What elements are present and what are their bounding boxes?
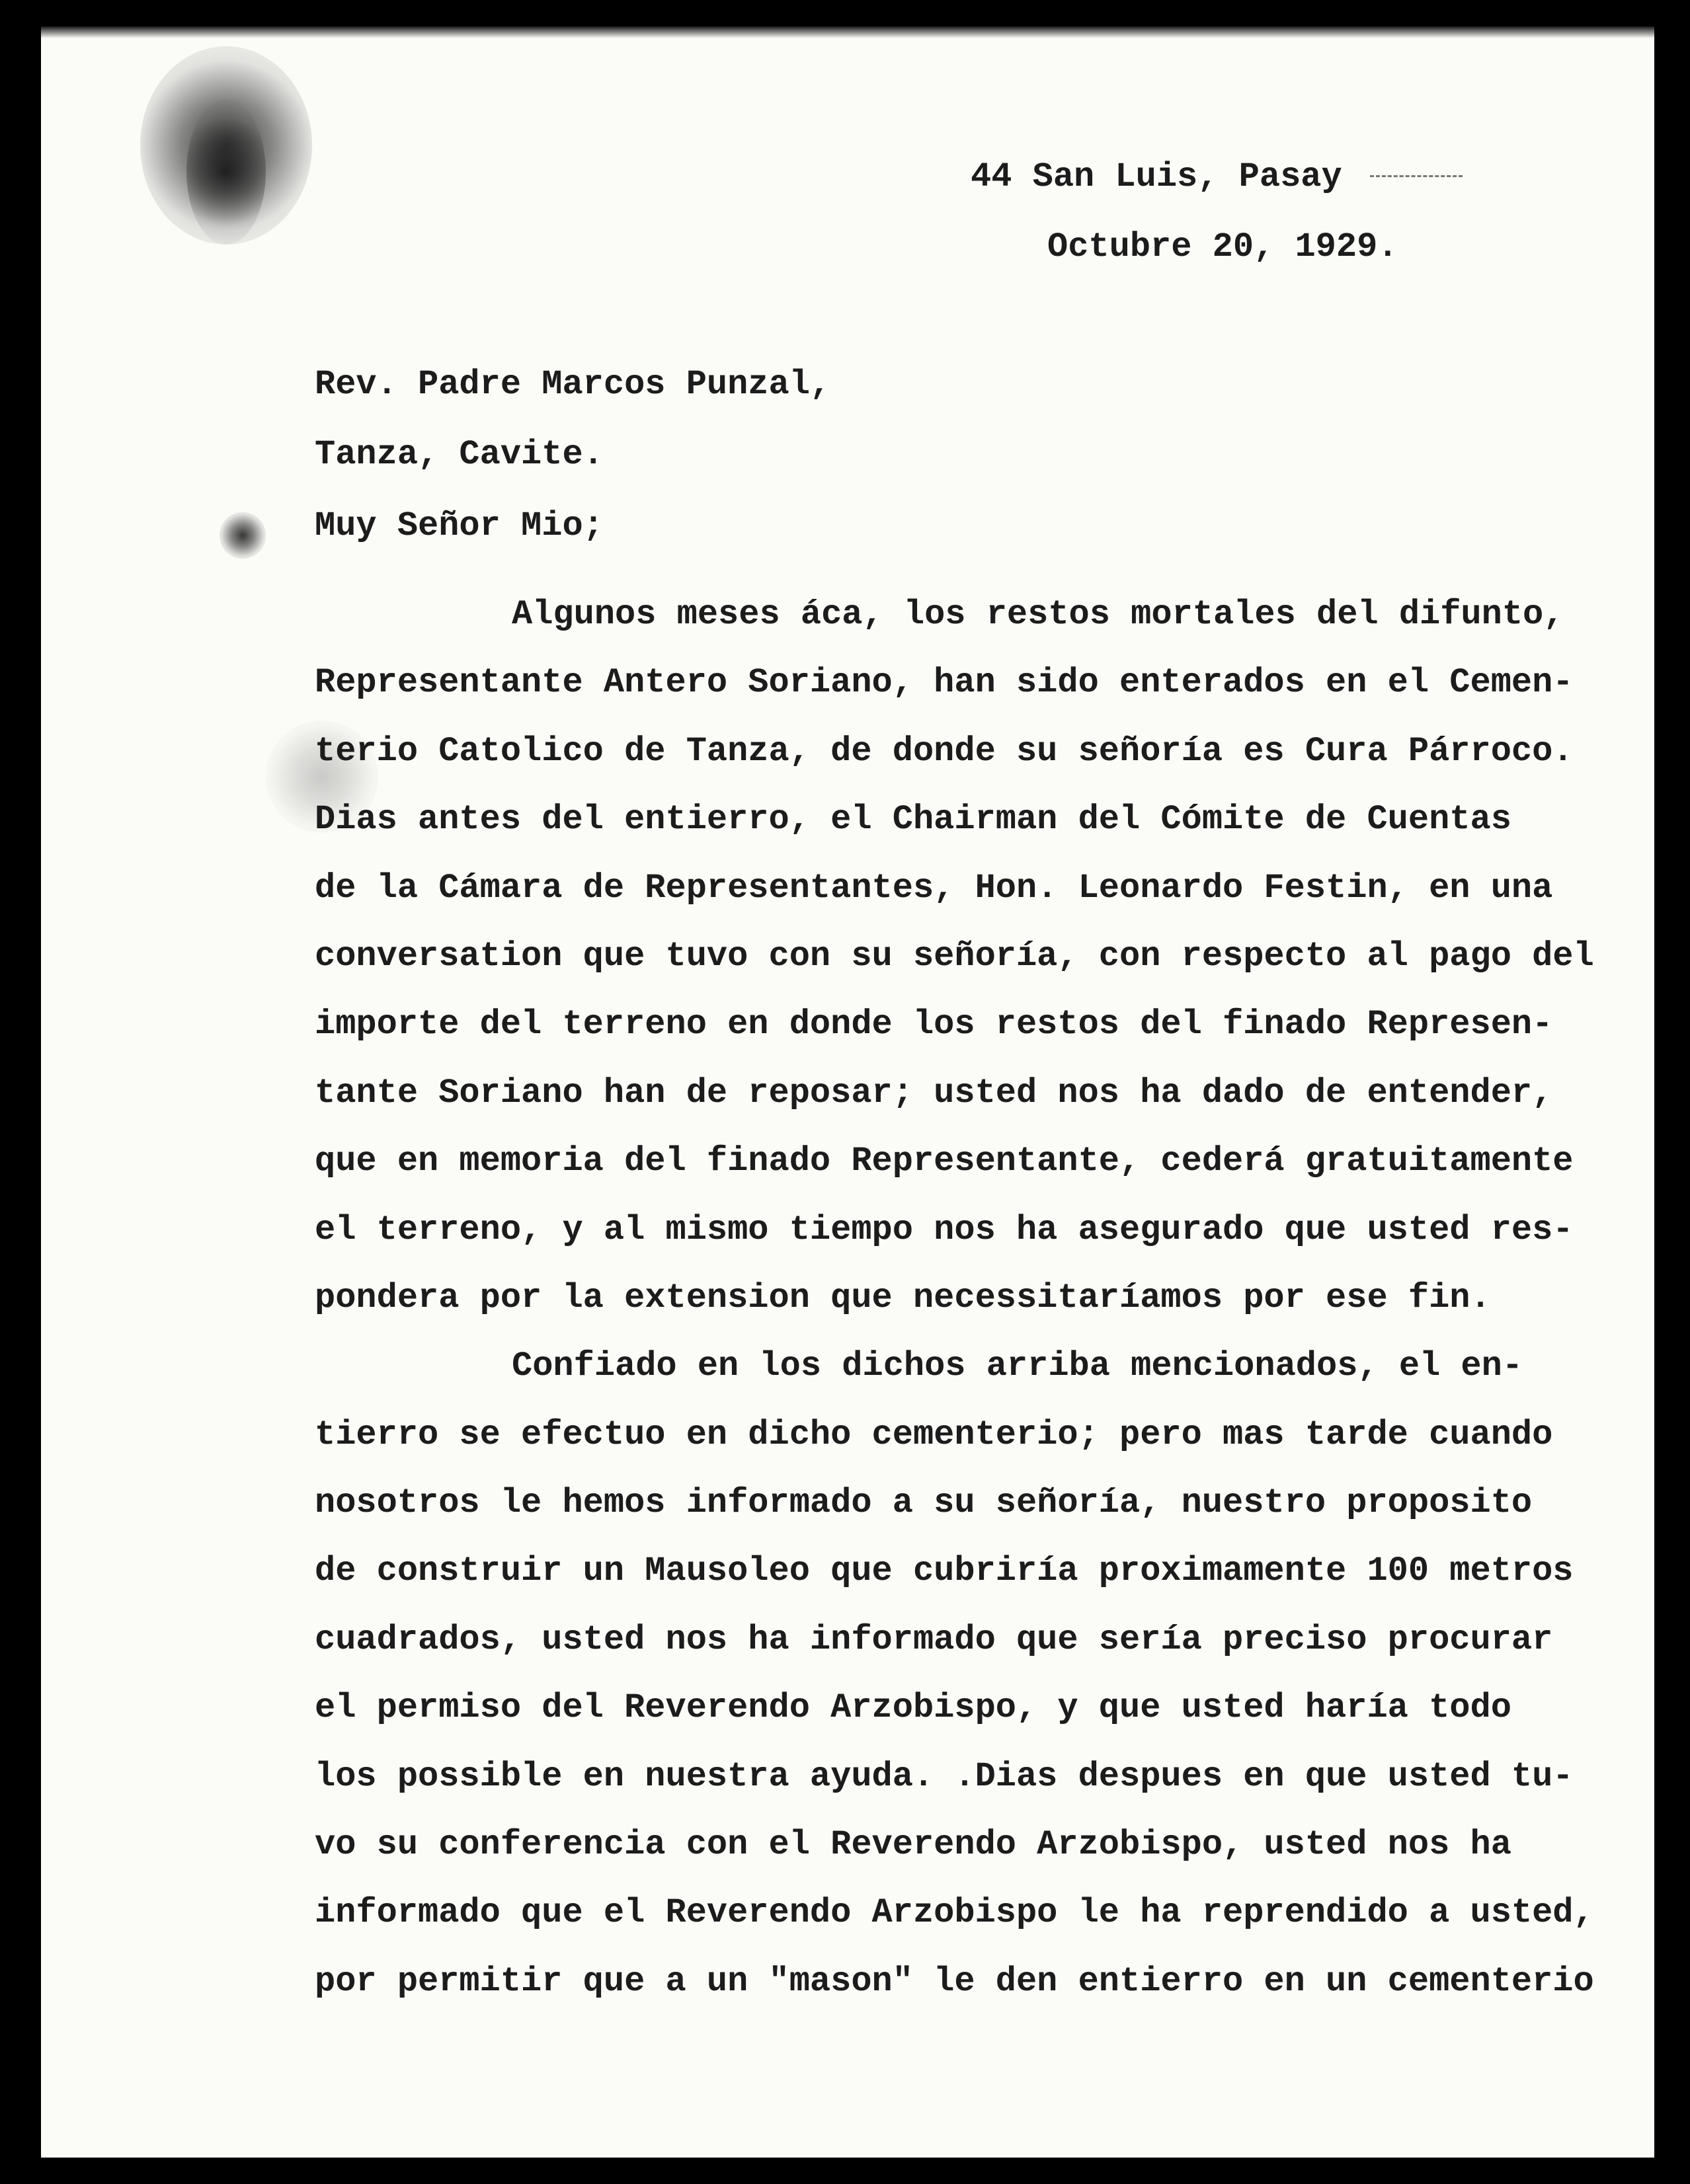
body-line: informado que el Reverendo Arzobispo le ha reprendido a usted, xyxy=(315,1893,1594,1933)
ink-smudge xyxy=(186,99,266,245)
body-line: de construir un Mausoleo que cubriría proximamente 100 metros xyxy=(315,1551,1574,1591)
body-line: importe del terreno en donde los restos del finado Represen- xyxy=(315,1005,1553,1044)
body-line: nosotros le hemos informado a su señoría, nuestro proposito xyxy=(315,1483,1533,1523)
body-line: que en memoria del finado Representante, cederá gratuitamente xyxy=(315,1142,1574,1181)
body-line: el permiso del Reverendo Arzobispo, y que usted haría todo xyxy=(315,1688,1511,1728)
body-line: pondera por la extension que necessitaríamos por ese fin. xyxy=(315,1278,1491,1317)
body-line: Confiado en los dichos arriba mencionados, el en- xyxy=(512,1346,1523,1386)
body-line: Dias antes del entierro, el Chairman del Cómite de Cuentas xyxy=(315,800,1511,839)
body-line: Representante Antero Soriano, han sido enterados en el Cemen- xyxy=(315,663,1574,703)
sender-address: 44 San Luis, Pasay xyxy=(971,157,1342,196)
addressee-location: Tanza, Cavite. xyxy=(315,435,604,474)
body-line: tierro se efectuo en dicho cementerio; pero mas tarde cuando xyxy=(315,1415,1553,1454)
body-line: vo su conferencia con el Reverendo Arzobispo, usted nos ha xyxy=(315,1825,1511,1865)
body-line: de la Cámara de Representantes, Hon. Leonardo Festin, en una xyxy=(315,868,1553,908)
letter-date: Octubre 20, 1929. xyxy=(1047,227,1398,266)
margin-mark xyxy=(1370,175,1463,180)
addressee-name: Rev. Padre Marcos Punzal, xyxy=(315,365,831,404)
letter-body xyxy=(315,580,1611,2015)
salutation: Muy Señor Mio; xyxy=(315,506,604,545)
body-line: conversation que tuvo con su señoría, con respecto al pago del xyxy=(315,936,1594,976)
body-line: los possible en nuestra ayuda. .Dias despues en que usted tu- xyxy=(315,1756,1574,1796)
body-line: tante Soriano han de reposar; usted nos ha dado de entender, xyxy=(315,1073,1553,1112)
ink-blot xyxy=(220,512,266,559)
body-line: el terreno, y al mismo tiempo nos ha asegurado que usted res- xyxy=(315,1210,1574,1249)
body-line: por permitir que a un "mason" le den entierro en un cementerio xyxy=(315,1961,1594,2001)
body-line: cuadrados, usted nos ha informado que sería preciso procurar xyxy=(315,1619,1553,1659)
body-line: Algunos meses áca, los restos mortales del difunto, xyxy=(512,595,1564,634)
body-line: terio Catolico de Tanza, de donde su señoría es Cura Párroco. xyxy=(315,731,1574,771)
